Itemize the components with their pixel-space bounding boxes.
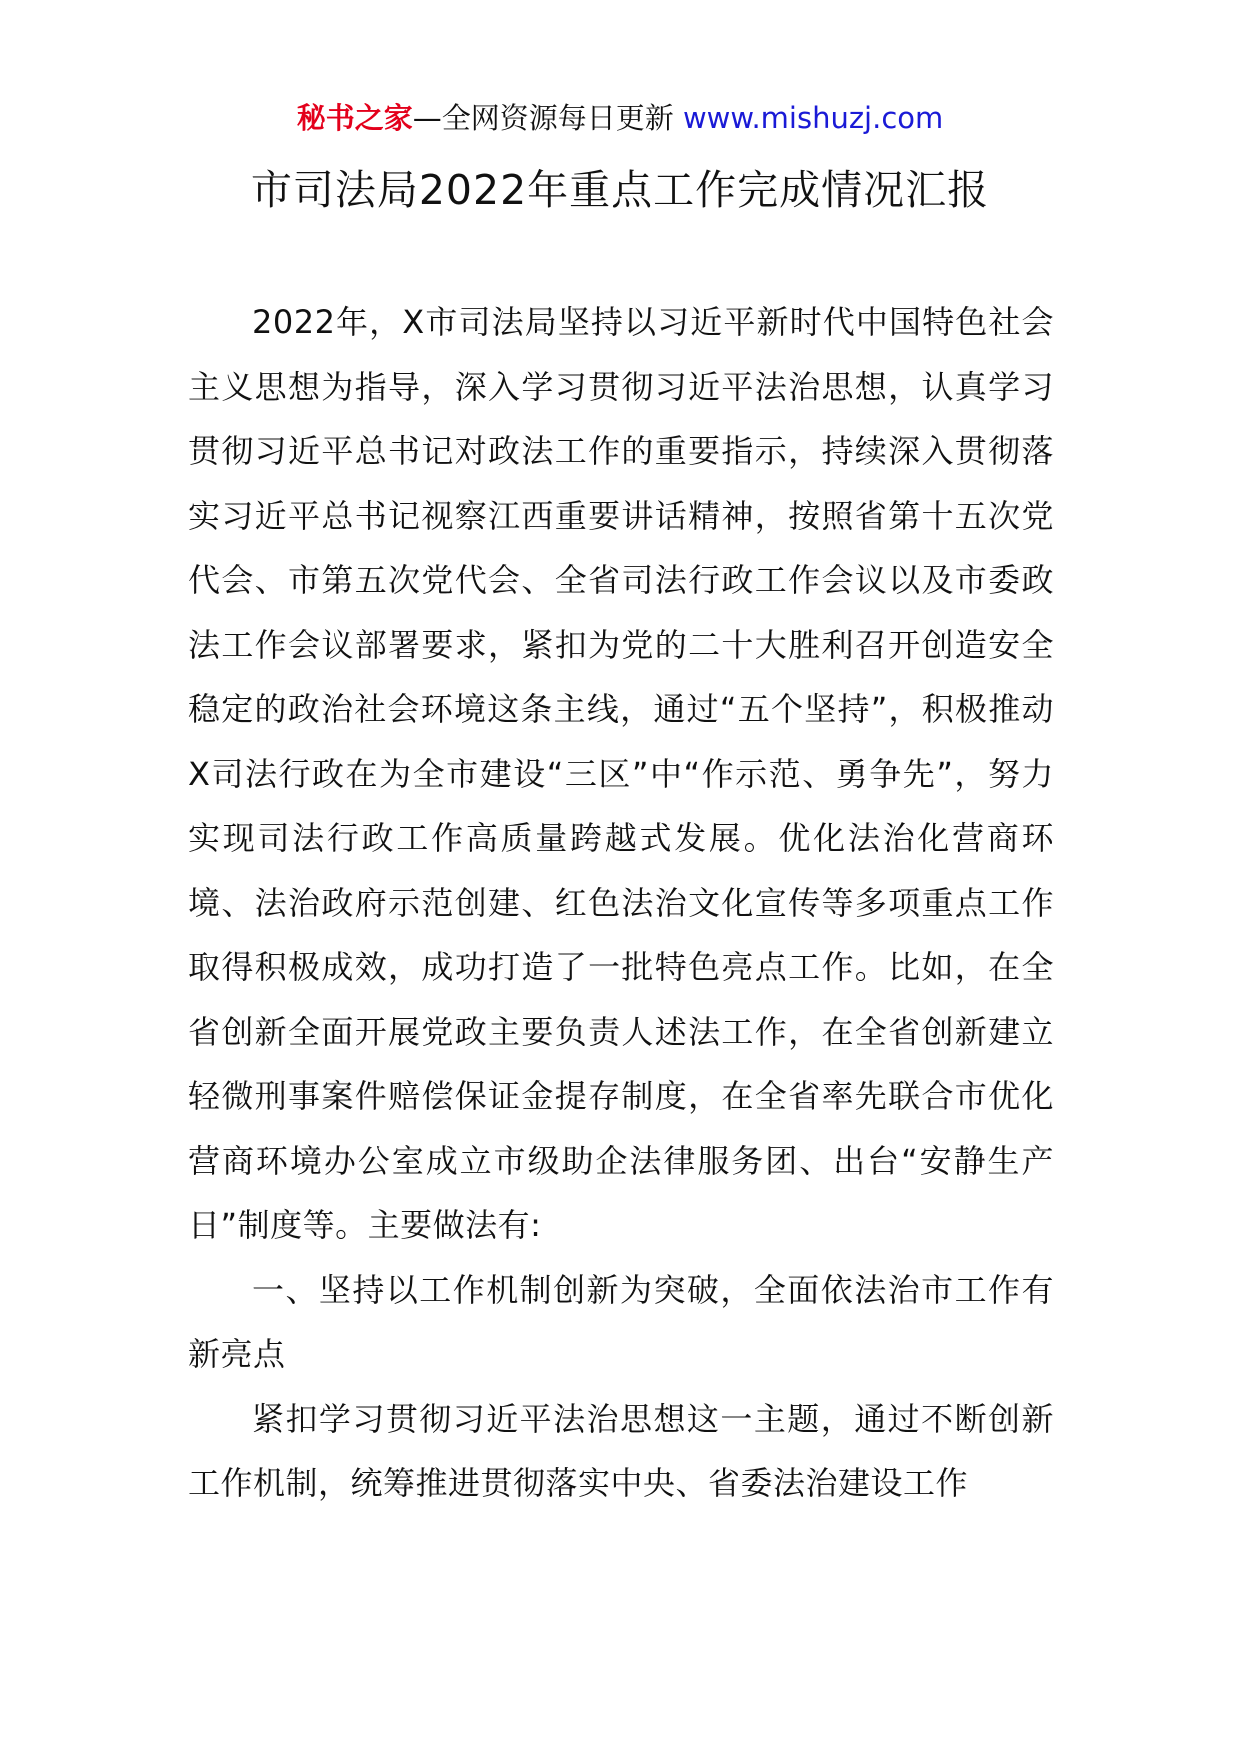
site-url-link[interactable]: www.mishuzj.com bbox=[682, 101, 944, 135]
intro-paragraph: 2022年，X市司法局坚持以习近平新时代中国特色社会主义思想为指导，深入学习贯彻习近平法治思想，认真学习贯彻习近平总书记对政法工作的重要指示，持续深入贯彻落实习近平总书记视察江西重要讲话精神，按照省第十五次党代会、市第五次党代会、全省司法行政工作会议以及市委政法工作会议部署要求，紧扣为党的二十大胜利召开创造安全稳定的政治社会环境这条主线，通过“五个坚持”，积极推动X司法行政在为全市建设“三区”中“作示范、勇争先”，努力实现司法行政工作高质量跨越式发展。优化法治化营商环境、法治政府示范创建、红色法治文化宣传等多项重点工作取得积极成效，成功打造了一批特色亮点工作。比如，在全省创新全面开展党政主要负责人述法工作，在全省创新建立轻微刑事案件赔偿保证金提存制度，在全省率先联合市优化营商环境办公室成立市级助企法律服务团、出台“安静生产日”制度等。主要做法有: bbox=[188, 303, 1054, 1244]
document-body bbox=[188, 290, 1054, 1516]
site-banner bbox=[0, 98, 1240, 138]
section-1-paragraph: 紧扣学习贯彻习近平法治思想这一主题，通过不断创新工作机制，统筹推进贯彻落实中央、省委法治建设工作 bbox=[188, 1399, 1054, 1502]
document-title: 市司法局2022年重点工作完成情况汇报 bbox=[250, 166, 990, 214]
site-brand-name: 秘书之家 bbox=[296, 101, 413, 135]
site-tagline: —全网资源每日更新 bbox=[412, 101, 683, 135]
section-1-heading: 一、坚持以工作机制创新为突破，全面依法治市工作有新亮点 bbox=[188, 1270, 1054, 1373]
